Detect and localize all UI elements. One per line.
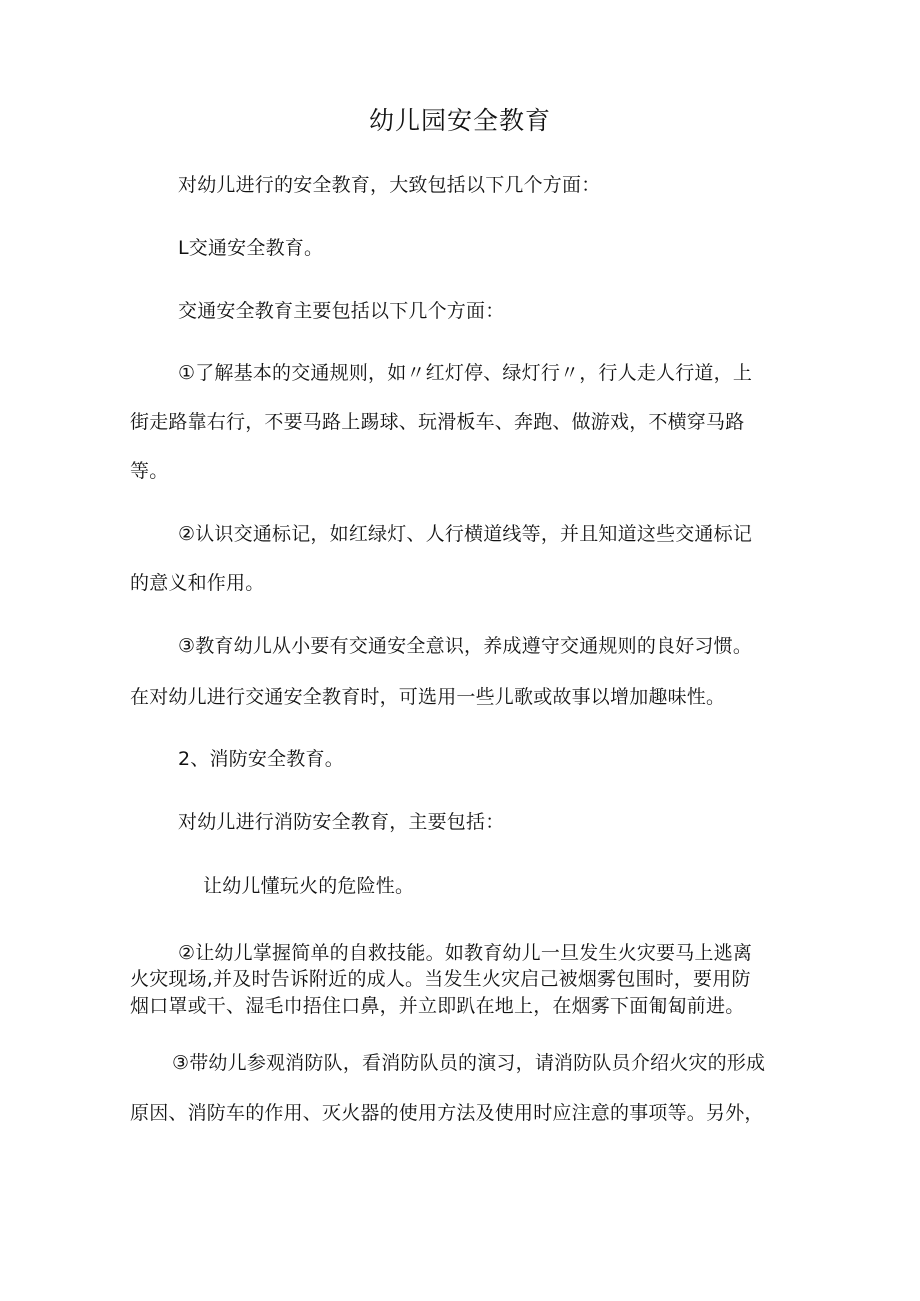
paragraph-traffic-item2-line2: 的意义和作用。	[130, 572, 265, 594]
paragraph-fire-intro: 对幼儿进行消防安全教育，主要包括：	[178, 811, 505, 833]
paragraph-intro: 对幼儿进行的安全教育，大致包括以下几个方面：	[178, 174, 601, 196]
paragraph-traffic-item1-line2: 街走路靠右行，不要马路上踢球、玩滑板车、奔跑、做游戏，不横穿马路	[130, 411, 745, 433]
paragraph-traffic-item1-line1: ①了解基本的交通规则，如〃红灯停、绿灯行〃，行人走人行道，上	[178, 362, 753, 384]
paragraph-fire-item1: 让幼儿懂玩火的危险性。	[203, 875, 415, 897]
paragraph-fire-item2-line1: ②让幼儿掌握简单的自救技能。如教育幼儿一旦发生火灾要马上逃离	[178, 942, 753, 964]
paragraph-fire-item3-line1: ③带幼儿参观消防队，看消防队员的演习，请消防队员介绍火灾的形成	[172, 1052, 766, 1074]
paragraph-fire-item2-line2: 火灾现场,并及时告诉附近的成人。当发生火灾启己被烟雾包围时，要用防	[130, 968, 751, 990]
paragraph-traffic-item3-line2: 在对幼儿进行交通安全教育时，可选用一些儿歌或故事以增加趣味性。	[130, 686, 726, 708]
section-heading-traffic: L交通安全教育。	[178, 237, 324, 259]
paragraph-traffic-item2-line1: ②认识交通标记，如红绿灯、人行横道线等，并且知道这些交通标记	[178, 523, 753, 545]
section-heading-fire: 2、消防安全教育。	[178, 748, 344, 770]
page-title: 幼儿园安全教育	[368, 106, 551, 135]
paragraph-traffic-item1-line3: 等。	[130, 460, 169, 482]
paragraph-traffic-item3-line1: ③教育幼儿从小要有交通安全意识，养成遵守交通规则的良好习惯。	[178, 635, 753, 657]
paragraph-traffic-intro: 交通安全教育主要包括以下几个方面：	[178, 300, 505, 322]
paragraph-fire-item2-line3: 烟口罩或干、湿毛巾捂住口鼻，并立即趴在地上，在烟雾下面匍匐前进。	[130, 995, 745, 1017]
paragraph-fire-item3-line2: 原因、消防车的作用、灭火器的使用方法及使用时应注意的事项等。另外，	[130, 1102, 764, 1124]
